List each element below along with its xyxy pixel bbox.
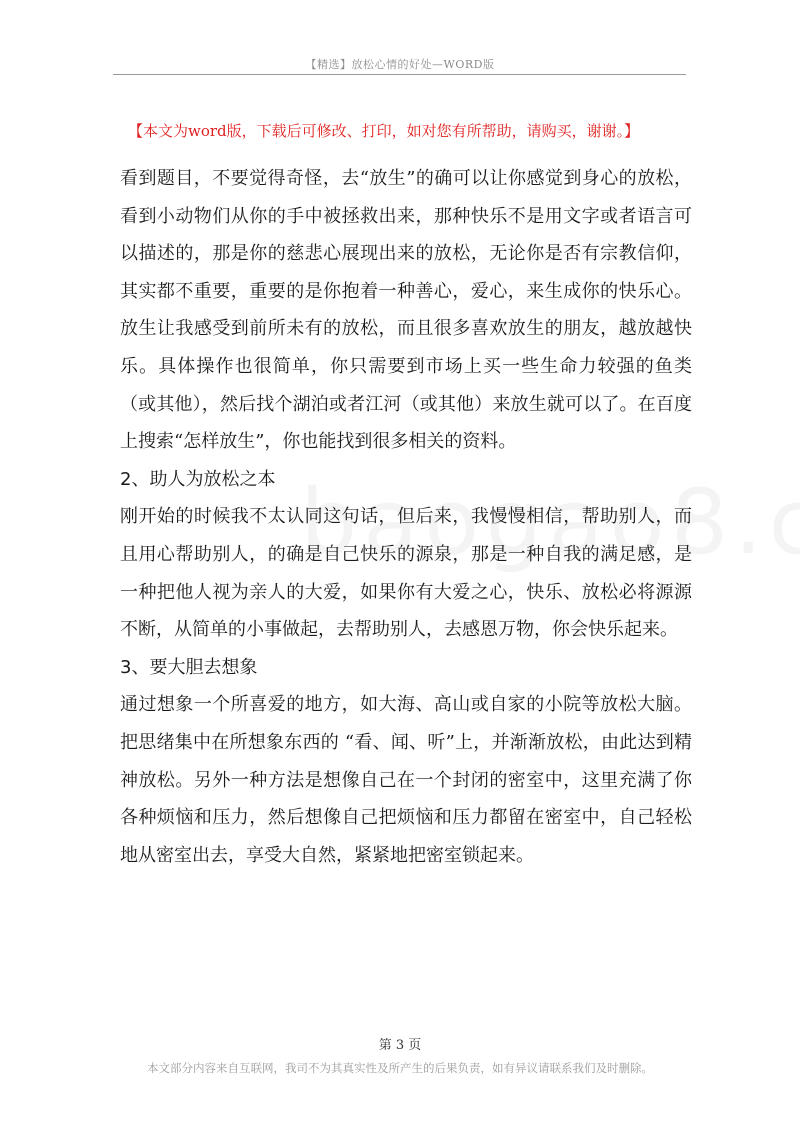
section-heading-2: 2、助人为放松之本 <box>120 468 276 490</box>
paragraph-imagination: 通过想象一个所喜爱的地方，如大海、高山或自家的小院等放松大脑。把思绪集中在所想象东西的 “看、闻、听”上，并渐渐放松，由此达到精神放松。另外一种方法是想像自己在一个封闭的密室中，这里充满了你各种烦恼和压力，然后想像自己把烦恼和压力都留在密室中，自己轻松地从密室出去，享受大自然，紧紧地把密室锁起来。 <box>120 694 692 866</box>
paragraph-helping-others: 刚开始的时候我不太认同这句话，但后来，我慢慢相信，帮助别人，而且用心帮助别人，的确是自己快乐的源泉，那是一种自我的满足感，是一种把他人视为亲人的大爱，如果你有大爱之心，快乐、放松必将源源不断，从简单的小事做起，去帮助别人，去感恩万物，你会快乐起来。 <box>120 506 692 641</box>
header-divider <box>113 74 686 75</box>
document-body <box>120 160 692 874</box>
section-heading-3: 3、要大胆去想象 <box>120 656 258 678</box>
page-number: 第 3 页 <box>378 1038 422 1053</box>
page-header-title: 【精选】放松心情的好处—WORD版 <box>305 58 495 71</box>
paragraph-release-animals: 看到题目，不要觉得奇怪，去“放生”的确可以让你感觉到身心的放松，看到小动物们从你的手中被拯救出来，那种快乐不是用文字或者语言可以描述的，那是你的慈悲心展现出来的放松，无论你是否有宗教信仰，其实都不重要，重要的是你抱着一种善心，爱心，来生成你的快乐心。放生让我感受到前所未有的放松，而且很多喜欢放生的朋友，越放越快乐。具体操作也很简单，你只需要到市场上买一些生命力较强的鱼类（或其他），然后找个湖泊或者江河（或其他）来放生就可以了。在百度上搜索“怎样放生”，你也能找到很多相关的资料。 <box>120 168 692 453</box>
purchase-notice: 【本文为word版，下载后可修改、打印，如对您有所帮助，请购买，谢谢。】 <box>128 122 640 140</box>
footer-disclaimer: 本文部分内容来自互联网，我司不为其真实性及所产生的后果负责，如有异议请联系我们及时删除。 <box>147 1061 653 1075</box>
